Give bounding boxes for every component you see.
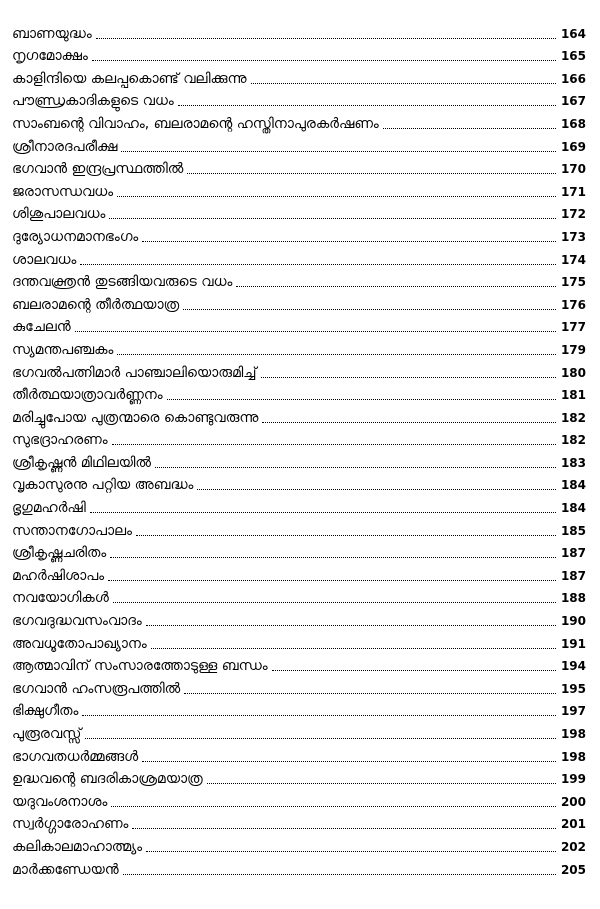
toc-entry-page: 167: [560, 94, 586, 109]
toc-entry[interactable]: [12, 359, 586, 382]
toc-entry[interactable]: [12, 720, 586, 743]
toc-entry-page: 183: [560, 455, 586, 470]
toc-entry-page: 188: [560, 591, 586, 606]
toc-entry-page: 171: [560, 184, 586, 199]
toc-entry-page: 181: [560, 388, 586, 403]
toc-entry[interactable]: [12, 201, 586, 224]
toc-entry[interactable]: [12, 291, 586, 314]
toc-entry-title: ബലരാമന്റെ തീർത്ഥയാത്ര: [12, 296, 180, 313]
dot-leader: [151, 647, 556, 649]
toc-entry-page: 180: [560, 365, 586, 380]
toc-entry-page: 198: [560, 749, 586, 764]
toc-entry[interactable]: [12, 494, 586, 517]
dot-leader: [236, 285, 556, 287]
toc-entry[interactable]: [12, 788, 586, 811]
toc-entry[interactable]: [12, 88, 586, 111]
toc-entry-title: വൃകാസുരനു പറ്റിയ അബദ്ധം: [12, 477, 194, 494]
dot-leader: [272, 669, 556, 671]
toc-entry-page: 166: [560, 71, 586, 86]
toc-entry-page: 174: [560, 252, 586, 267]
toc-entry-title: ഉദ്ധവന്റെ ബദരികാശ്രമയാത്ര: [12, 771, 203, 788]
toc-entry-title: ആത്മാവിന് സംസാരത്തോടുള്ള ബന്ധം: [12, 658, 268, 675]
toc-entry-page: 190: [560, 614, 586, 629]
dot-leader: [262, 421, 556, 423]
dot-leader: [117, 195, 556, 197]
toc-entry[interactable]: [12, 382, 586, 405]
toc-entry[interactable]: [12, 833, 586, 856]
toc-entry-title: ഭഗവാൻ ഹംസരൂപത്തിൽ: [12, 680, 181, 697]
dot-leader: [155, 466, 556, 468]
toc-entry[interactable]: [12, 449, 586, 472]
toc-entry-page: 177: [560, 320, 586, 335]
dot-leader: [92, 59, 556, 61]
dot-leader: [132, 827, 556, 829]
dot-leader: [111, 805, 556, 807]
toc-entry[interactable]: [12, 269, 586, 292]
toc-entry-title: നൃഗമോക്ഷം: [12, 48, 88, 65]
toc-entry-page: 182: [560, 410, 586, 425]
toc-entry[interactable]: [12, 178, 586, 201]
toc-entry-page: 205: [560, 862, 586, 877]
dot-leader: [90, 511, 556, 513]
dot-leader: [108, 579, 556, 581]
toc-entry[interactable]: [12, 110, 586, 133]
toc-entry[interactable]: [12, 630, 586, 653]
dot-leader: [261, 376, 556, 378]
toc-entry-title: ഭൃഗുമഹർഷി: [12, 500, 86, 517]
toc-entry-title: ജരാസന്ധവധം: [12, 183, 114, 200]
toc-entry-title: ശാലവധം: [12, 251, 77, 268]
toc-entry-page: 170: [560, 162, 586, 177]
dot-leader: [183, 308, 556, 310]
toc-entry-title: ഭിക്ഷുഗീതം: [12, 703, 79, 720]
dot-leader: [146, 850, 556, 852]
toc-entry[interactable]: [12, 427, 586, 450]
toc-entry-title: തീർത്ഥയാത്രാവർണ്ണനം: [12, 387, 163, 404]
toc-entry-title: മാർക്കണ്ഡേയൻ: [12, 861, 119, 878]
dot-leader: [207, 782, 556, 784]
toc-entry-page: 179: [560, 342, 586, 357]
toc-entry-title: സാംബന്റെ വിവാഹം, ബലരാമന്റെ ഹസ്തിനാപുരകർഷണം: [12, 115, 379, 132]
toc-entry-page: 194: [560, 659, 586, 674]
dot-leader: [82, 714, 556, 716]
dot-leader: [96, 37, 556, 39]
dot-leader: [383, 127, 556, 129]
toc-entry-title: അവധൂതോപാഖ്യാനം: [12, 635, 147, 652]
toc-entry[interactable]: [12, 856, 586, 879]
toc-entry-title: യദുവംശനാശം: [12, 793, 108, 810]
toc-entry-page: 184: [560, 478, 586, 493]
toc-entry[interactable]: [12, 517, 586, 540]
toc-entry[interactable]: [12, 336, 586, 359]
toc-entry[interactable]: [12, 540, 586, 563]
toc-entry[interactable]: [12, 653, 586, 676]
toc-entry[interactable]: [12, 20, 586, 43]
toc-entry[interactable]: [12, 472, 586, 495]
dot-leader: [167, 398, 556, 400]
dot-leader: [80, 263, 556, 265]
toc-entry-page: 201: [560, 817, 586, 832]
toc-entry-page: 165: [560, 49, 586, 64]
toc-entry-page: 197: [560, 704, 586, 719]
toc-entry-title: ഭാഗവതധർമ്മങ്ങൾ: [12, 748, 139, 765]
toc-entry[interactable]: [12, 246, 586, 269]
toc-entry-title: ദുര്യോധനമാനഭംഗം: [12, 228, 139, 245]
toc-entry-page: 168: [560, 116, 586, 131]
toc-entry[interactable]: [12, 404, 586, 427]
toc-entry-title: ശിശുപാലവധം: [12, 206, 106, 223]
dot-leader: [109, 217, 556, 219]
toc-entry-page: 164: [560, 26, 586, 41]
toc-entry-title: പുരൂരവസ്സ്: [12, 726, 82, 742]
dot-leader: [178, 104, 556, 106]
toc-entry[interactable]: [12, 585, 586, 608]
dot-leader: [121, 150, 556, 152]
toc-entry-title: ശ്രീകൃഷ്ണൻ മിഥിലയിൽ: [12, 454, 151, 471]
toc-entry[interactable]: [12, 314, 586, 337]
toc-entry-title: സ്വർഗ്ഗാരോഹണം: [12, 816, 129, 833]
toc-entry-title: മരിച്ചുപോയ പുത്രന്മാരെ കൊണ്ടുവരുന്നു: [12, 409, 259, 426]
toc-entry[interactable]: [12, 133, 586, 156]
toc-entry-page: 187: [560, 546, 586, 561]
toc-entry-page: 169: [560, 139, 586, 154]
toc-entry[interactable]: [12, 65, 586, 88]
toc-entry-page: 202: [560, 839, 586, 854]
toc-entry-title: ശ്രീകൃഷ്ണചരിതം: [12, 545, 107, 562]
toc-entry-page: 185: [560, 523, 586, 538]
dot-leader: [117, 353, 556, 355]
toc-entry-page: 191: [560, 636, 586, 651]
toc-entry-page: 182: [560, 433, 586, 448]
dot-leader: [112, 443, 556, 445]
dot-leader: [110, 556, 556, 558]
toc-entry[interactable]: [12, 743, 586, 766]
toc-entry-title: സന്താനഗോപാലം: [12, 522, 132, 539]
toc-entry-title: സുഭദ്രാഹരണം: [12, 432, 108, 449]
toc-entry-title: കുചേലൻ: [12, 319, 71, 336]
toc-entry-title: കാളിന്ദിയെ കലപ്പകൊണ്ട് വലിക്കുന്നു: [12, 70, 247, 87]
toc-entry-page: 198: [560, 727, 586, 741]
toc-entry-title: ഭഗവാൻ ഇന്ദ്രപ്രസ്ഥത്തിൽ: [12, 161, 184, 178]
toc-entry[interactable]: [12, 223, 586, 246]
dot-leader: [75, 330, 556, 332]
toc-entry-page: 176: [560, 297, 586, 312]
dot-leader: [146, 624, 556, 626]
toc-entry-page: 175: [560, 275, 586, 290]
toc-entry-title: ഭഗവദുദ്ധവസംവാദം: [12, 613, 142, 630]
toc-entry[interactable]: [12, 811, 586, 834]
toc-entry-page: 187: [560, 568, 586, 583]
toc-entry[interactable]: [12, 562, 586, 585]
dot-leader: [184, 692, 556, 694]
toc-entry-title: ഭഗവൽപത്നിമാർ പാഞ്ചാലിയൊരുമിച്ച്: [12, 364, 257, 381]
toc-entry-title: ബാണയുദ്ധം: [12, 25, 92, 42]
toc-entry-title: നവയോഗികൾ: [12, 590, 109, 607]
toc-entry-page: 172: [560, 207, 586, 222]
toc-entry[interactable]: [12, 43, 586, 66]
toc-entry[interactable]: [12, 675, 586, 698]
toc-entry-page: 200: [560, 794, 586, 809]
dot-leader: [251, 82, 556, 84]
dot-leader: [197, 488, 556, 490]
toc-entry-page: 199: [560, 772, 586, 787]
toc-entry-title: സ്യമന്തപഞ്ചകം: [12, 341, 114, 358]
toc-entry-page: 195: [560, 681, 586, 696]
toc-entry-title: പൗണ്ഡ്രകാദികളുടെ വധം: [12, 93, 174, 110]
dot-leader: [85, 737, 556, 739]
dot-leader: [123, 873, 556, 875]
dot-leader: [187, 172, 556, 174]
dot-leader: [113, 601, 556, 603]
toc-entry[interactable]: [12, 766, 586, 789]
toc-entry[interactable]: [12, 156, 586, 179]
dot-leader: [142, 760, 556, 762]
toc-entry-title: മഹർഷിശാപം: [12, 567, 105, 584]
dot-leader: [136, 534, 556, 536]
toc-entry-title: കലികാലമാഹാത്മ്യം: [12, 838, 143, 855]
toc-entry-page: 173: [560, 229, 586, 244]
dot-leader: [142, 240, 556, 242]
toc-entry-page: 184: [560, 501, 586, 516]
toc-entry-title: ദന്തവക്ത്രൻ തുടങ്ങിയവരുടെ വധം: [12, 274, 233, 291]
toc-entry-title: ശ്രീനാരദപരീക്ഷ: [12, 138, 118, 155]
toc-entry[interactable]: [12, 607, 586, 630]
toc-entry[interactable]: [12, 698, 586, 721]
